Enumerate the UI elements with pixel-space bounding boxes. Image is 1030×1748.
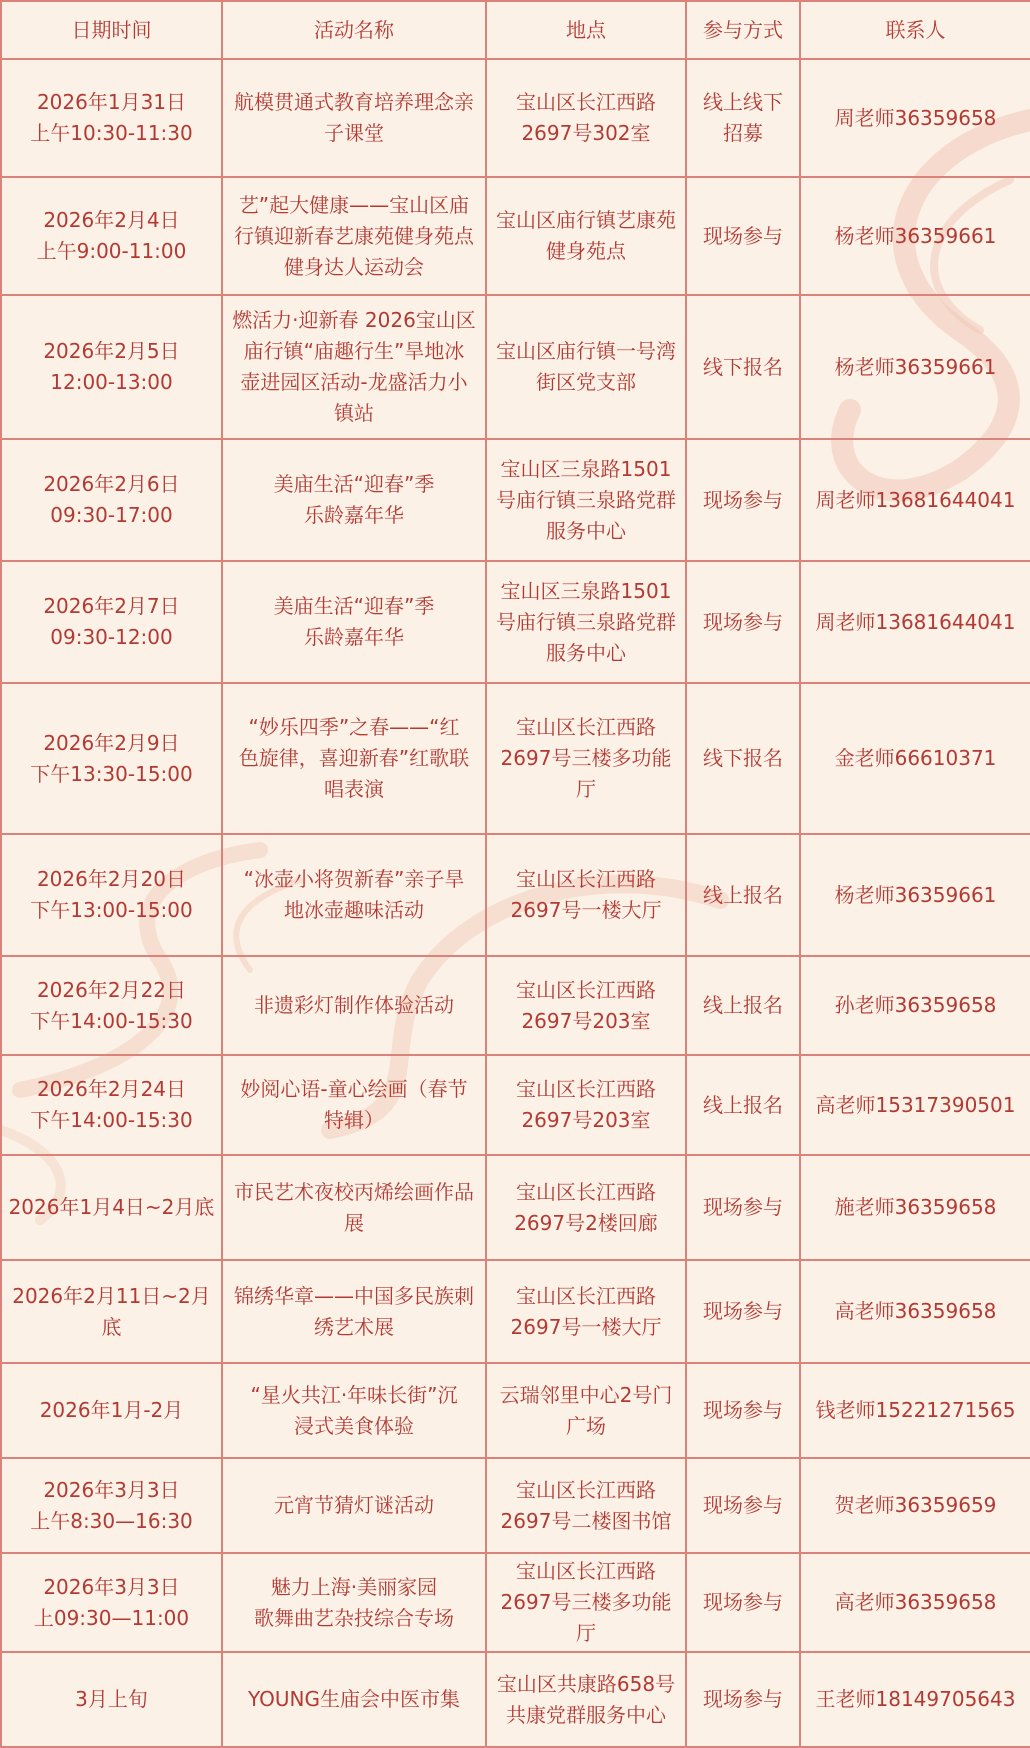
cell-activity-name: 元宵节猜灯谜活动 bbox=[222, 1458, 486, 1553]
header-date-time: 日期时间 bbox=[1, 1, 222, 59]
cell-contact: 金老师66610371 bbox=[800, 683, 1030, 834]
cell-participation: 线上报名 bbox=[686, 834, 800, 956]
header-activity-name: 活动名称 bbox=[222, 1, 486, 59]
table-row bbox=[1, 439, 1030, 561]
cell-location: 宝山区长江西路 2697号三楼多功能 厅 bbox=[486, 683, 686, 834]
cell-location: 宝山区三泉路1501 号庙行镇三泉路党群 服务中心 bbox=[486, 561, 686, 683]
cell-contact: 孙老师36359658 bbox=[800, 956, 1030, 1055]
cell-location: 宝山区长江西路 2697号203室 bbox=[486, 1055, 686, 1155]
cell-contact: 高老师36359658 bbox=[800, 1553, 1030, 1652]
cell-activity-name: 市民艺术夜校丙烯绘画作品 展 bbox=[222, 1155, 486, 1260]
cell-activity-name: YOUNG生庙会中医市集 bbox=[222, 1652, 486, 1747]
cell-date-time: 2026年2月6日 09:30-17:00 bbox=[1, 439, 222, 561]
cell-participation: 线上报名 bbox=[686, 1055, 800, 1155]
cell-contact: 周老师36359658 bbox=[800, 59, 1030, 177]
cell-participation: 现场参与 bbox=[686, 439, 800, 561]
table-row bbox=[1, 59, 1030, 177]
cell-participation: 现场参与 bbox=[686, 1363, 800, 1458]
cell-contact: 贺老师36359659 bbox=[800, 1458, 1030, 1553]
table-row bbox=[1, 1652, 1030, 1747]
cell-participation: 现场参与 bbox=[686, 561, 800, 683]
cell-participation: 现场参与 bbox=[686, 1260, 800, 1363]
cell-contact: 杨老师36359661 bbox=[800, 295, 1030, 439]
cell-activity-name: 航模贯通式教育培养理念亲 子课堂 bbox=[222, 59, 486, 177]
cell-location: 宝山区长江西路 2697号一楼大厅 bbox=[486, 834, 686, 956]
cell-contact: 杨老师36359661 bbox=[800, 177, 1030, 295]
cell-location: 宝山区长江西路 2697号302室 bbox=[486, 59, 686, 177]
table-row bbox=[1, 1260, 1030, 1363]
cell-activity-name: 非遗彩灯制作体验活动 bbox=[222, 956, 486, 1055]
cell-location: 宝山区长江西路 2697号2楼回廊 bbox=[486, 1155, 686, 1260]
cell-location: 宝山区庙行镇艺康苑 健身苑点 bbox=[486, 177, 686, 295]
cell-participation: 现场参与 bbox=[686, 1652, 800, 1747]
table-row bbox=[1, 295, 1030, 439]
cell-location: 宝山区长江西路 2697号三楼多功能 厅 bbox=[486, 1553, 686, 1652]
cell-date-time: 2026年2月9日 下午13:30-15:00 bbox=[1, 683, 222, 834]
cell-participation: 现场参与 bbox=[686, 1458, 800, 1553]
cell-location: 宝山区长江西路 2697号一楼大厅 bbox=[486, 1260, 686, 1363]
header-contact: 联系人 bbox=[800, 1, 1030, 59]
cell-date-time: 2026年2月11日~2月底 bbox=[1, 1260, 222, 1363]
header-participation: 参与方式 bbox=[686, 1, 800, 59]
cell-location: 宝山区长江西路 2697号203室 bbox=[486, 956, 686, 1055]
cell-date-time: 2026年2月22日 下午14:00-15:30 bbox=[1, 956, 222, 1055]
cell-participation: 线上报名 bbox=[686, 956, 800, 1055]
cell-date-time: 2026年3月3日 上午8:30—16:30 bbox=[1, 1458, 222, 1553]
cell-location: 宝山区三泉路1501 号庙行镇三泉路党群 服务中心 bbox=[486, 439, 686, 561]
table-header-row bbox=[1, 1, 1030, 59]
cell-activity-name: 美庙生活“迎春”季 乐龄嘉年华 bbox=[222, 561, 486, 683]
cell-activity-name: 燃活力·迎新春 2026宝山区 庙行镇“庙趣行生”旱地冰 壶进园区活动-龙盛活力小 镇站 bbox=[222, 295, 486, 439]
cell-date-time: 2026年1月-2月 bbox=[1, 1363, 222, 1458]
table-row bbox=[1, 1155, 1030, 1260]
cell-contact: 高老师15317390501 bbox=[800, 1055, 1030, 1155]
cell-date-time: 2026年3月3日 上09:30—11:00 bbox=[1, 1553, 222, 1652]
cell-contact: 施老师36359658 bbox=[800, 1155, 1030, 1260]
table-row bbox=[1, 1363, 1030, 1458]
cell-contact: 周老师13681644041 bbox=[800, 439, 1030, 561]
cell-activity-name: 艺”起大健康——宝山区庙 行镇迎新春艺康苑健身苑点 健身达人运动会 bbox=[222, 177, 486, 295]
header-location: 地点 bbox=[486, 1, 686, 59]
cell-location: 宝山区长江西路 2697号二楼图书馆 bbox=[486, 1458, 686, 1553]
cell-activity-name: “星火共江·年味长街”沉 浸式美食体验 bbox=[222, 1363, 486, 1458]
cell-participation: 现场参与 bbox=[686, 1155, 800, 1260]
cell-activity-name: “妙乐四季”之春——“红 色旋律，喜迎新春”红歌联 唱表演 bbox=[222, 683, 486, 834]
cell-activity-name: 美庙生活“迎春”季 乐龄嘉年华 bbox=[222, 439, 486, 561]
cell-activity-name: 锦绣华章——中国多民族刺 绣艺术展 bbox=[222, 1260, 486, 1363]
cell-date-time: 2026年1月4日~2月底 bbox=[1, 1155, 222, 1260]
cell-participation: 线下报名 bbox=[686, 295, 800, 439]
cell-date-time: 2026年1月31日 上午10:30-11:30 bbox=[1, 59, 222, 177]
cell-contact: 钱老师15221271565 bbox=[800, 1363, 1030, 1458]
cell-date-time: 3月上旬 bbox=[1, 1652, 222, 1747]
cell-date-time: 2026年2月20日 下午13:00-15:00 bbox=[1, 834, 222, 956]
cell-activity-name: 妙阅心语-童心绘画（春节 特辑） bbox=[222, 1055, 486, 1155]
cell-participation: 现场参与 bbox=[686, 177, 800, 295]
cell-contact: 杨老师36359661 bbox=[800, 834, 1030, 956]
cell-date-time: 2026年2月24日 下午14:00-15:30 bbox=[1, 1055, 222, 1155]
cell-location: 宝山区庙行镇一号湾 街区党支部 bbox=[486, 295, 686, 439]
cell-date-time: 2026年2月4日 上午9:00-11:00 bbox=[1, 177, 222, 295]
table-row bbox=[1, 956, 1030, 1055]
cell-participation: 线下报名 bbox=[686, 683, 800, 834]
cell-activity-name: “冰壶小将贺新春”亲子旱 地冰壶趣味活动 bbox=[222, 834, 486, 956]
cell-location: 云瑞邻里中心2号门 广场 bbox=[486, 1363, 686, 1458]
table-row bbox=[1, 561, 1030, 683]
table-row bbox=[1, 1055, 1030, 1155]
cell-participation: 现场参与 bbox=[686, 1553, 800, 1652]
cell-date-time: 2026年2月5日 12:00-13:00 bbox=[1, 295, 222, 439]
cell-contact: 周老师13681644041 bbox=[800, 561, 1030, 683]
table-row bbox=[1, 1553, 1030, 1652]
table-row bbox=[1, 1458, 1030, 1553]
table-row bbox=[1, 834, 1030, 956]
cell-activity-name: 魅力上海·美丽家园 歌舞曲艺杂技综合专场 bbox=[222, 1553, 486, 1652]
cell-contact: 高老师36359658 bbox=[800, 1260, 1030, 1363]
table-row bbox=[1, 177, 1030, 295]
cell-date-time: 2026年2月7日 09:30-12:00 bbox=[1, 561, 222, 683]
cell-location: 宝山区共康路658号 共康党群服务中心 bbox=[486, 1652, 686, 1747]
table-row bbox=[1, 683, 1030, 834]
cell-contact: 王老师18149705643 bbox=[800, 1652, 1030, 1747]
cell-participation: 线上线下 招募 bbox=[686, 59, 800, 177]
